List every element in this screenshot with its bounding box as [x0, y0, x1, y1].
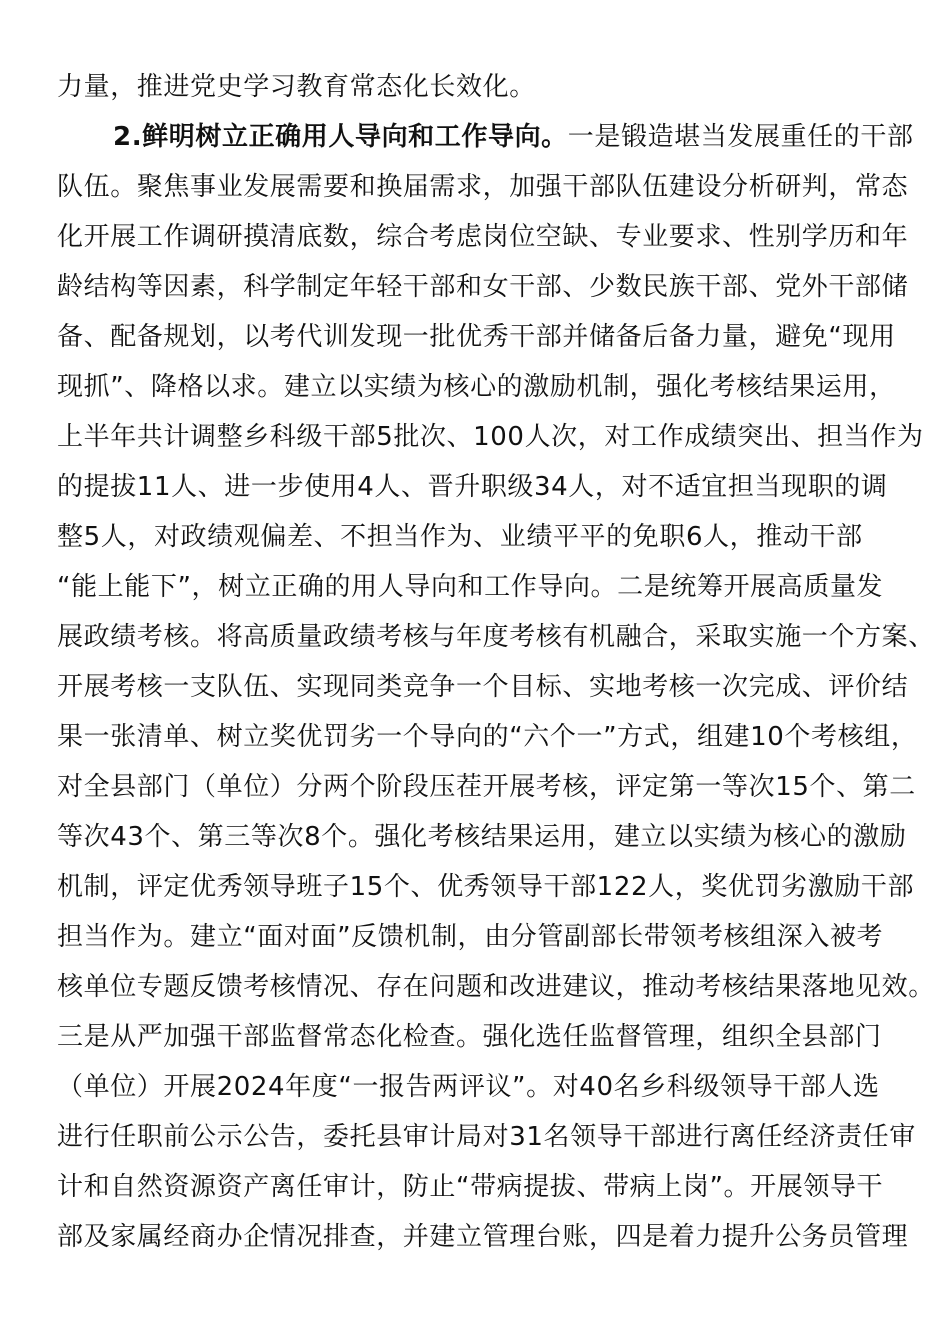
- text-line: 备、配备规划，以考代训发现一批优秀干部并储备后备力量，避免“现用: [57, 322, 896, 352]
- section-heading: 2.鲜明树立正确用人导向和工作导向。: [113, 122, 568, 152]
- paragraph-heading-line: [113, 121, 914, 153]
- text-line: 开展考核一支队伍、实现同类竞争一个目标、实地考核一次完成、评价结: [57, 672, 909, 702]
- text-line: 的提拔11人、进一步使用4人、晋升职级34人，对不适宜担当现职的调: [57, 472, 888, 502]
- text-line: 队伍。聚焦事业发展需要和换届需求，加强干部队伍建设分析研判，常态: [57, 172, 909, 202]
- text-line: 机制，评定优秀领导班子15个、优秀领导干部122人，奖优罚劣激励干部: [57, 872, 915, 902]
- text-line: 等次43个、第三等次8个。强化考核结果运用，建立以实绩为核心的激励: [57, 822, 907, 852]
- text-line: 上半年共计调整乡科级干部5批次、100人次，对工作成绩突出、担当作为: [57, 422, 924, 452]
- text-line: 展政绩考核。将高质量政绩考核与年度考核有机融合，采取实施一个方案、: [57, 622, 935, 652]
- text-line: （单位）开展2024年度“一报告两评议”。对40名乡科级领导干部人选: [57, 1072, 880, 1102]
- text-line: 三是从严加强干部监督常态化检查。强化选任监督管理，组织全县部门: [57, 1022, 882, 1052]
- text-line: 化开展工作调研摸清底数，综合考虑岗位空缺、专业要求、性别学历和年: [57, 222, 909, 252]
- text-line: 核单位专题反馈考核情况、存在问题和改进建议，推动考核结果落地见效。: [57, 972, 935, 1002]
- text-line: “能上能下”，树立正确的用人导向和工作导向。二是统筹开展高质量发: [57, 572, 884, 602]
- text-line: 对全县部门（单位）分两个阶段压茬开展考核，评定第一等次15个、第二: [57, 772, 916, 802]
- text-line: 担当作为。建立“面对面”反馈机制，由分管副部长带领考核组深入被考: [57, 922, 884, 952]
- text-line: 现抓”、降格以求。建立以实绩为核心的激励机制，强化考核结果运用，: [57, 372, 896, 402]
- text-line: 部及家属经商办企情况排查，并建立管理台账，四是着力提升公务员管理: [57, 1222, 909, 1252]
- text-line: 进行任职前公示公告，委托县审计局对31名领导干部进行离任经济责任审: [57, 1122, 916, 1152]
- text-line: 力量，推进党史学习教育常态化长效化。: [57, 72, 536, 102]
- text-run: 一是锻造堪当发展重任的干部: [567, 122, 914, 152]
- text-line: 龄结构等因素，科学制定年轻干部和女干部、少数民族干部、党外干部储: [57, 272, 909, 302]
- text-line: 果一张清单、树立奖优罚劣一个导向的“六个一”方式，组建10个考核组，: [57, 722, 918, 752]
- text-line: 计和自然资源资产离任审计，防止“带病提拔、带病上岗”。开展领导干: [57, 1172, 884, 1202]
- text-line: 整5人，对政绩观偏差、不担当作为、业绩平平的免职6人，推动干部: [57, 522, 863, 552]
